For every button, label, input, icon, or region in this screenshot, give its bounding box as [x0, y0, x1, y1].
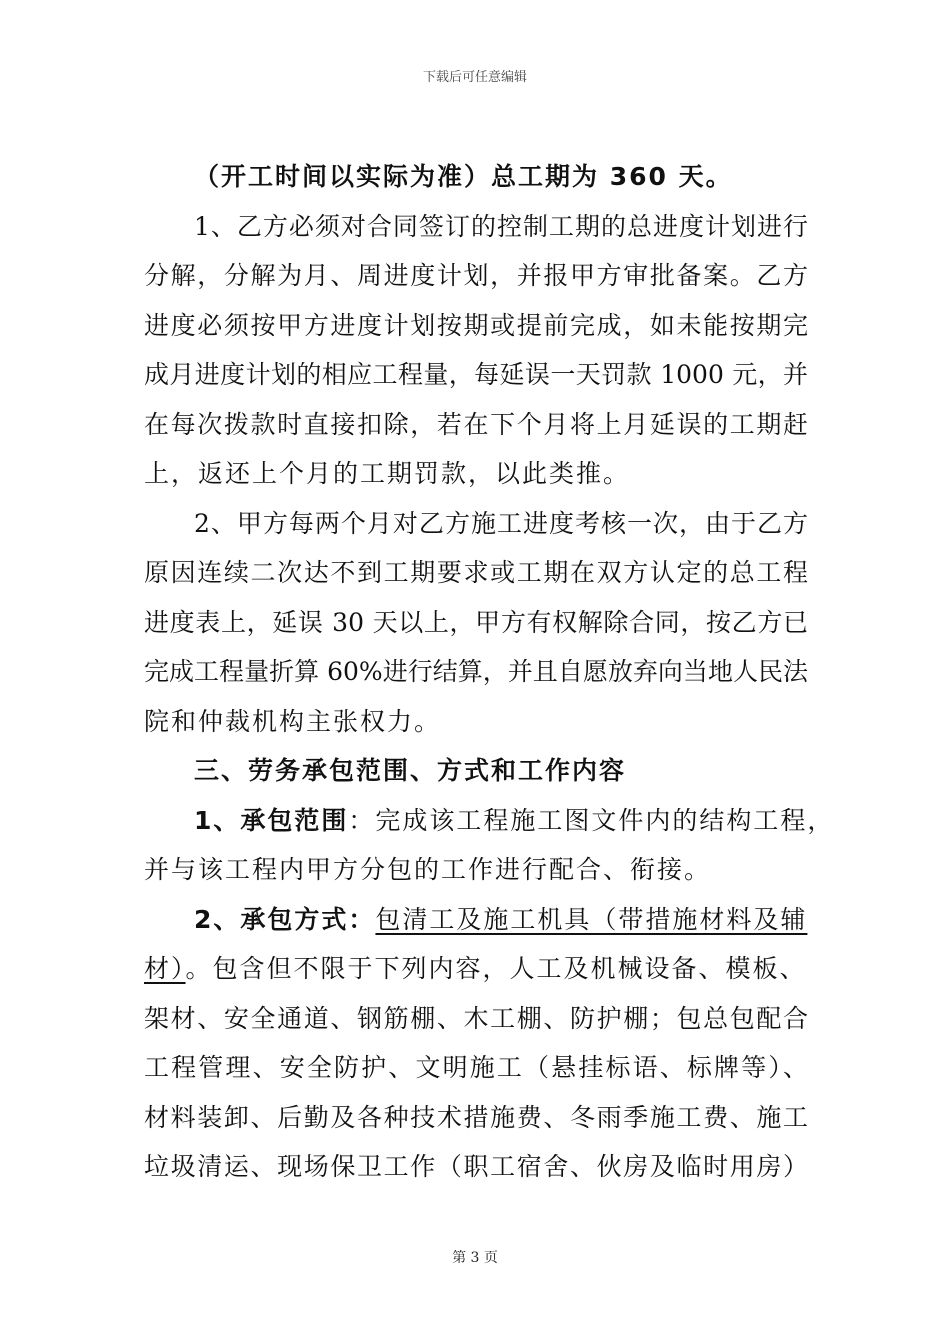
page-header-note: 下载后可任意编辑	[422, 70, 527, 85]
method-line-5: 材料装卸、后勤及各种技术措施费、冬雨季施工费、施工	[144, 1102, 808, 1132]
paragraph-1-line-6: 上，返还上个月的工期罚款，以此类推。	[144, 459, 631, 488]
section-heading: 三、劳务承包范围、方式和工作内容	[194, 756, 627, 785]
paragraph-1-line-2: 分解，分解为月、周进度计划，并报甲方审批备案。乙方	[144, 261, 808, 290]
paragraph-1-line-5: 在每次拨款时直接扣除，若在下个月将上月延误的工期赶	[144, 409, 808, 439]
paragraph-1-line-3: 进度必须按甲方进度计划按期或提前完成，如未能按期完	[144, 310, 808, 340]
duration-line: （开工时间以实际为准）总工期为 360 天。	[194, 162, 733, 191]
method-line-4: 工程管理、安全防护、文明施工（悬挂标语、标牌等）、	[144, 1053, 808, 1082]
paragraph-1-line-1: 1、乙方必须对合同签订的控制工期的总进度计划进行	[194, 211, 808, 241]
method-line-3: 架材、安全通道、钢筋棚、木工棚、防护棚；包总包配合	[144, 1003, 808, 1033]
paragraph-2-line-1: 2、甲方每两个月对乙方施工进度考核一次，由于乙方	[194, 508, 808, 538]
scope-line-1	[144, 796, 835, 846]
method-label: 2、承包方式	[194, 904, 349, 934]
page-number: 第 3 页	[452, 1250, 498, 1266]
paragraph-2-line-4: 完成工程量折算 60%进行结算，并且自愿放弃向当地人民法	[144, 657, 808, 686]
document-body	[144, 152, 835, 1192]
scope-label: 1、承包范围	[194, 805, 349, 835]
method-underlined-2: 材）	[144, 954, 186, 983]
scope-line-2: 并与该工程内甲方分包的工作进行配合、衔接。	[144, 855, 712, 884]
paragraph-2-line-5: 院和仲裁机构主张权力。	[144, 706, 442, 736]
method-underlined-1: 包清工及施工机具（带措施材料及辅	[375, 904, 808, 934]
method-line-2	[144, 944, 808, 994]
method-line-1	[144, 895, 808, 945]
paragraph-2-line-2: 原因连续二次达不到工期要求或工期在双方认定的总工程	[144, 558, 808, 587]
paragraph-2-line-3: 进度表上，延误 30 天以上，甲方有权解除合同，按乙方已	[144, 607, 808, 637]
paragraph-1-line-4: 成月进度计划的相应工程量，每延误一天罚款 1000 元，并	[144, 360, 808, 389]
method-rest: 。包含但不限于下列内容，人工及机械设备、模板、	[185, 954, 807, 983]
method-line-6: 垃圾清运、现场保卫工作（职工宿舍、伙房及临时用房）	[144, 1152, 808, 1181]
method-colon: ：	[348, 904, 376, 934]
scope-text-1: ：完成该工程施工图文件内的结构工程，	[348, 805, 835, 835]
